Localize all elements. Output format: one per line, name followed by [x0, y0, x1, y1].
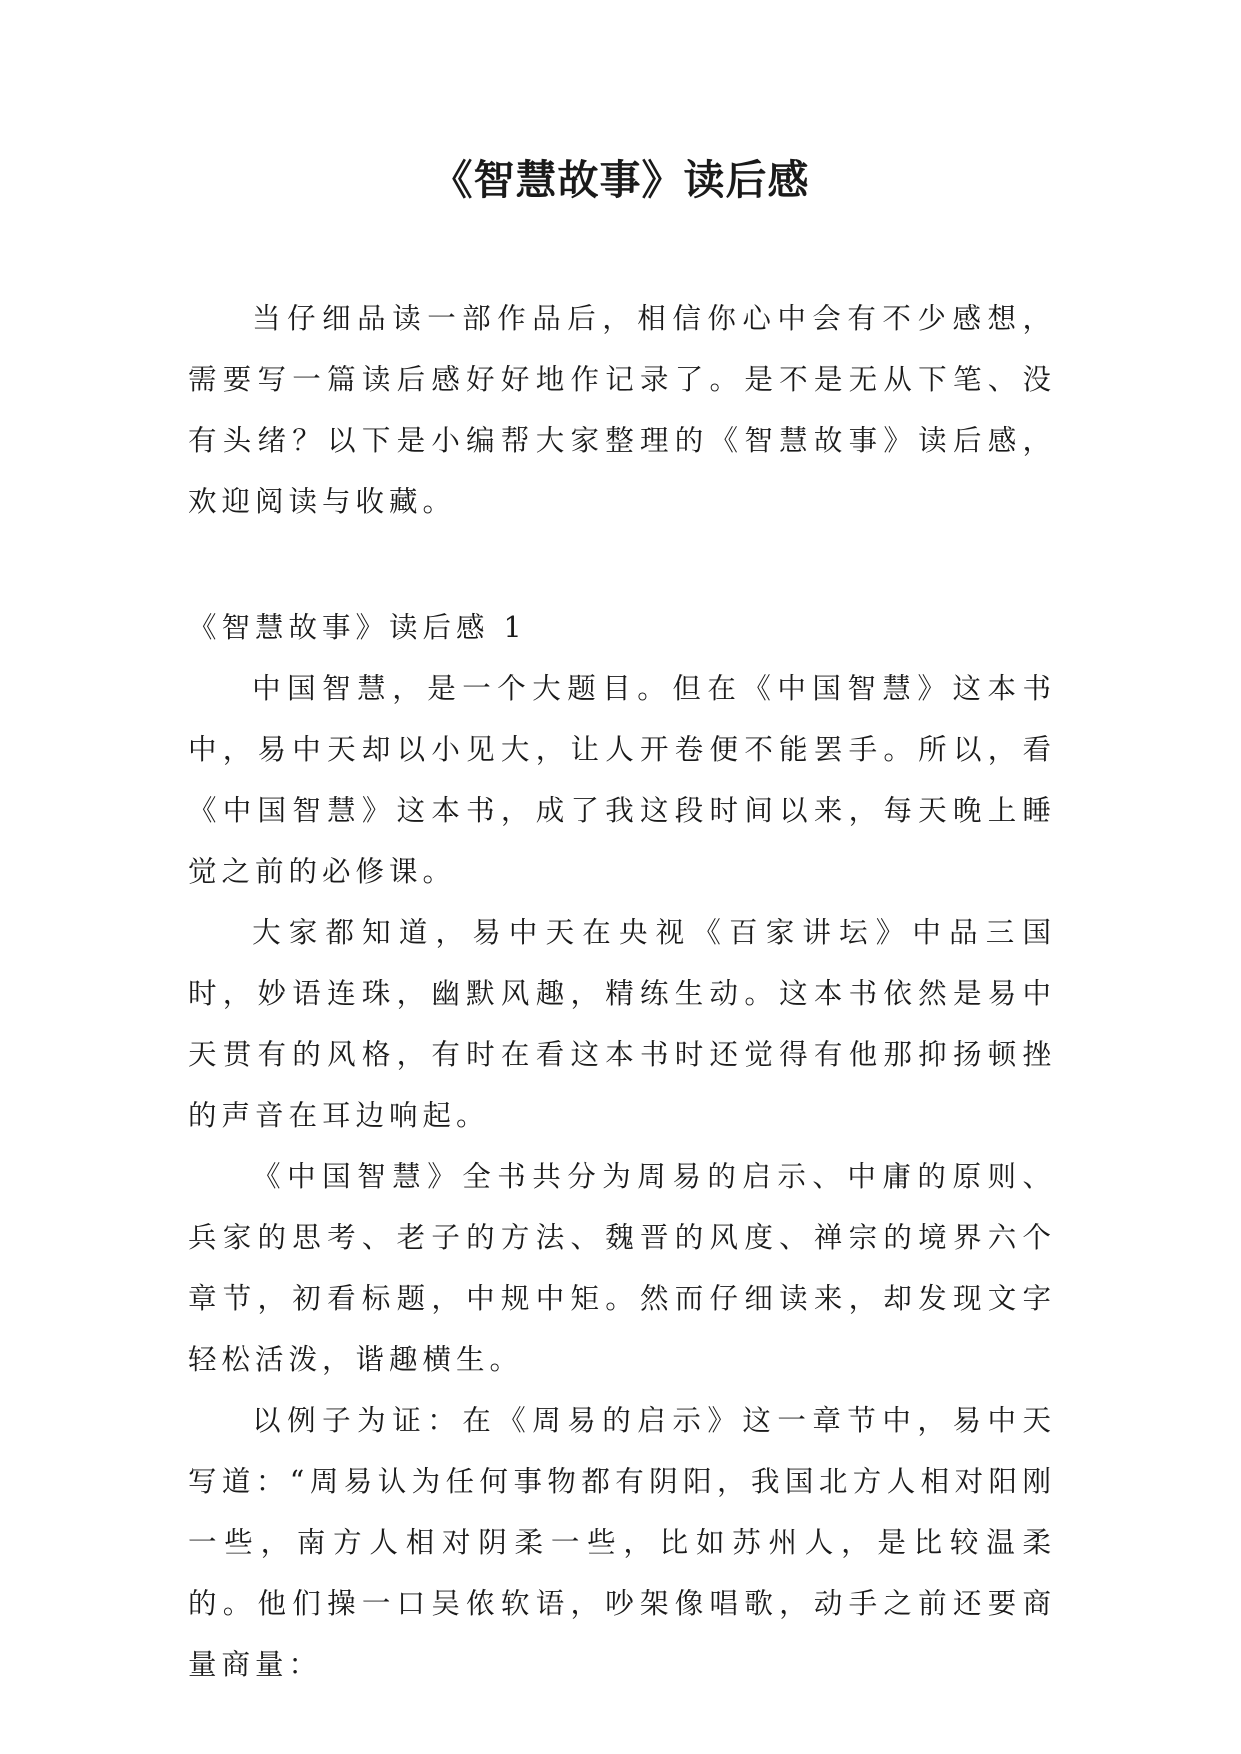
section-heading: 《智慧故事》读后感 1 [188, 611, 527, 644]
body-paragraph: 以例子为证：在《周易的启示》这一章节中，易中天写道：“周易认为任何事物都有阴阳，我国北方人相对阳刚一些，南方人相对阴柔一些，比如苏州人，是比较温柔的。他们操一口吴侬软语，吵架像唱歌，动手之前还要商量商量： [188, 1404, 1056, 1681]
intro-paragraph: 当仔细品读一部作品后，相信你心中会有不少感想，需要写一篇读后感好好地作记录了。是不是无从下笔、没有头绪？以下是小编帮大家整理的《智慧故事》读后感，欢迎阅读与收藏。 [188, 302, 1056, 518]
document-title: 《智慧故事》读后感 [431, 156, 810, 204]
body-paragraph: 《中国智慧》全书共分为周易的启示、中庸的原则、兵家的思考、老子的方法、魏晋的风度、禅宗的境界六个章节，初看标题，中规中矩。然而仔细读来，却发现文字轻松活泼，谐趣横生。 [188, 1160, 1056, 1376]
document-body [188, 288, 1056, 1695]
body-paragraph: 中国智慧，是一个大题目。但在《中国智慧》这本书中，易中天却以小见大，让人开卷便不能罢手。所以，看《中国智慧》这本书，成了我这段时间以来，每天晚上睡觉之前的必修课。 [188, 672, 1056, 888]
body-paragraph: 大家都知道，易中天在央视《百家讲坛》中品三国时，妙语连珠，幽默风趣，精练生动。这本书依然是易中天贯有的风格，有时在看这本书时还觉得有他那抑扬顿挫的声音在耳边响起。 [188, 916, 1056, 1132]
